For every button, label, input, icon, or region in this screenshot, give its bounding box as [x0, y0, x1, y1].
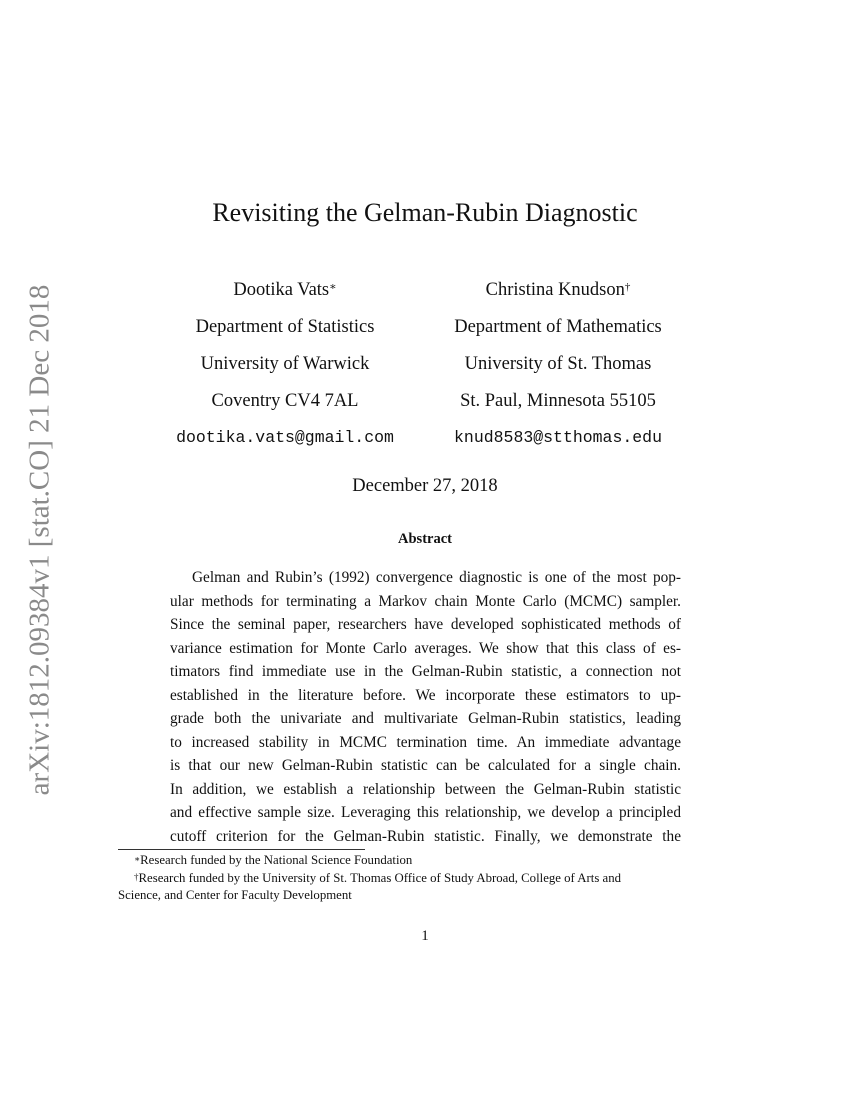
- author-block-2: [408, 277, 708, 462]
- author-department: Department of Statistics: [195, 317, 375, 337]
- abstract-line: Since the seminal paper, researchers have developed sophisticated methods of: [170, 616, 681, 633]
- author-name-text: Christina Knudson: [485, 280, 625, 300]
- abstract-line: In addition, we establish a relationship between the Gelman-Rubin statistic: [170, 780, 681, 798]
- abstract-heading: Abstract: [398, 531, 452, 547]
- abstract-line: cutoff criterion for the Gelman-Rubin statistic. Finally, we demonstrate the: [170, 827, 681, 845]
- abstract-line: to increased stability in MCMC termination time. An immediate advantage: [170, 733, 681, 751]
- footnote-mark: ∗: [329, 281, 337, 293]
- footnote-1: [118, 852, 724, 870]
- footnote-mark: †: [134, 871, 139, 882]
- abstract-body: [170, 566, 681, 848]
- footnote-text: Research funded by the National Science Foundation: [140, 853, 413, 867]
- author-department: Department of Mathematics: [454, 317, 662, 337]
- abstract-line: timators find immediate use in the Gelman-Rubin statistic, a connection not: [170, 663, 681, 680]
- author-name-text: Dootika Vats: [233, 280, 330, 300]
- author-name: [135, 277, 435, 314]
- footnote-2-continuation: Science, and Center for Faculty Development: [118, 888, 352, 902]
- footnote-mark: †: [624, 281, 631, 293]
- paper-title: Revisiting the Gelman-Rubin Diagnostic: [212, 198, 638, 227]
- paper-date: December 27, 2018: [352, 476, 498, 496]
- footnote-text: Research funded by the University of St. Thomas Office of Study Abroad, College of Arts and: [138, 870, 622, 885]
- author-address: Coventry CV4 7AL: [211, 391, 359, 411]
- footnote-mark: ∗: [134, 854, 141, 864]
- abstract-line: is that our new Gelman-Rubin statistic can be calculated for a single chain.: [170, 757, 681, 774]
- page-number: 1: [421, 928, 429, 944]
- author-block-1: [135, 277, 435, 462]
- abstract-line: variance estimation for Monte Carlo averages. We show that this class of es-: [170, 639, 681, 657]
- abstract-line: Gelman and Rubin’s (1992) convergence diagnostic is one of the most pop-: [192, 569, 681, 586]
- author-university: University of St. Thomas: [464, 354, 652, 374]
- abstract-line: ular methods for terminating a Markov chain Monte Carlo (MCMC) sampler.: [170, 592, 681, 610]
- author-name: [408, 277, 708, 314]
- abstract-line: grade both the univariate and multivariate Gelman-Rubin statistics, leading: [170, 710, 681, 727]
- abstract-line: established in the literature before. We incorporate these estimators to up-: [170, 686, 681, 704]
- arxiv-identifier: arXiv:1812.09384v1 [stat.CO] 21 Dec 2018: [23, 284, 56, 796]
- abstract-line: and effective sample size. Leveraging this relationship, we develop a principled: [170, 804, 681, 821]
- author-email: knud8583@stthomas.edu: [454, 428, 662, 447]
- author-university: University of Warwick: [200, 354, 370, 374]
- footnote-rule: [118, 849, 365, 850]
- footnotes: [118, 852, 724, 905]
- author-email: dootika.vats@gmail.com: [176, 428, 394, 447]
- author-address: St. Paul, Minnesota 55105: [460, 391, 656, 411]
- footnote-2: [118, 870, 724, 888]
